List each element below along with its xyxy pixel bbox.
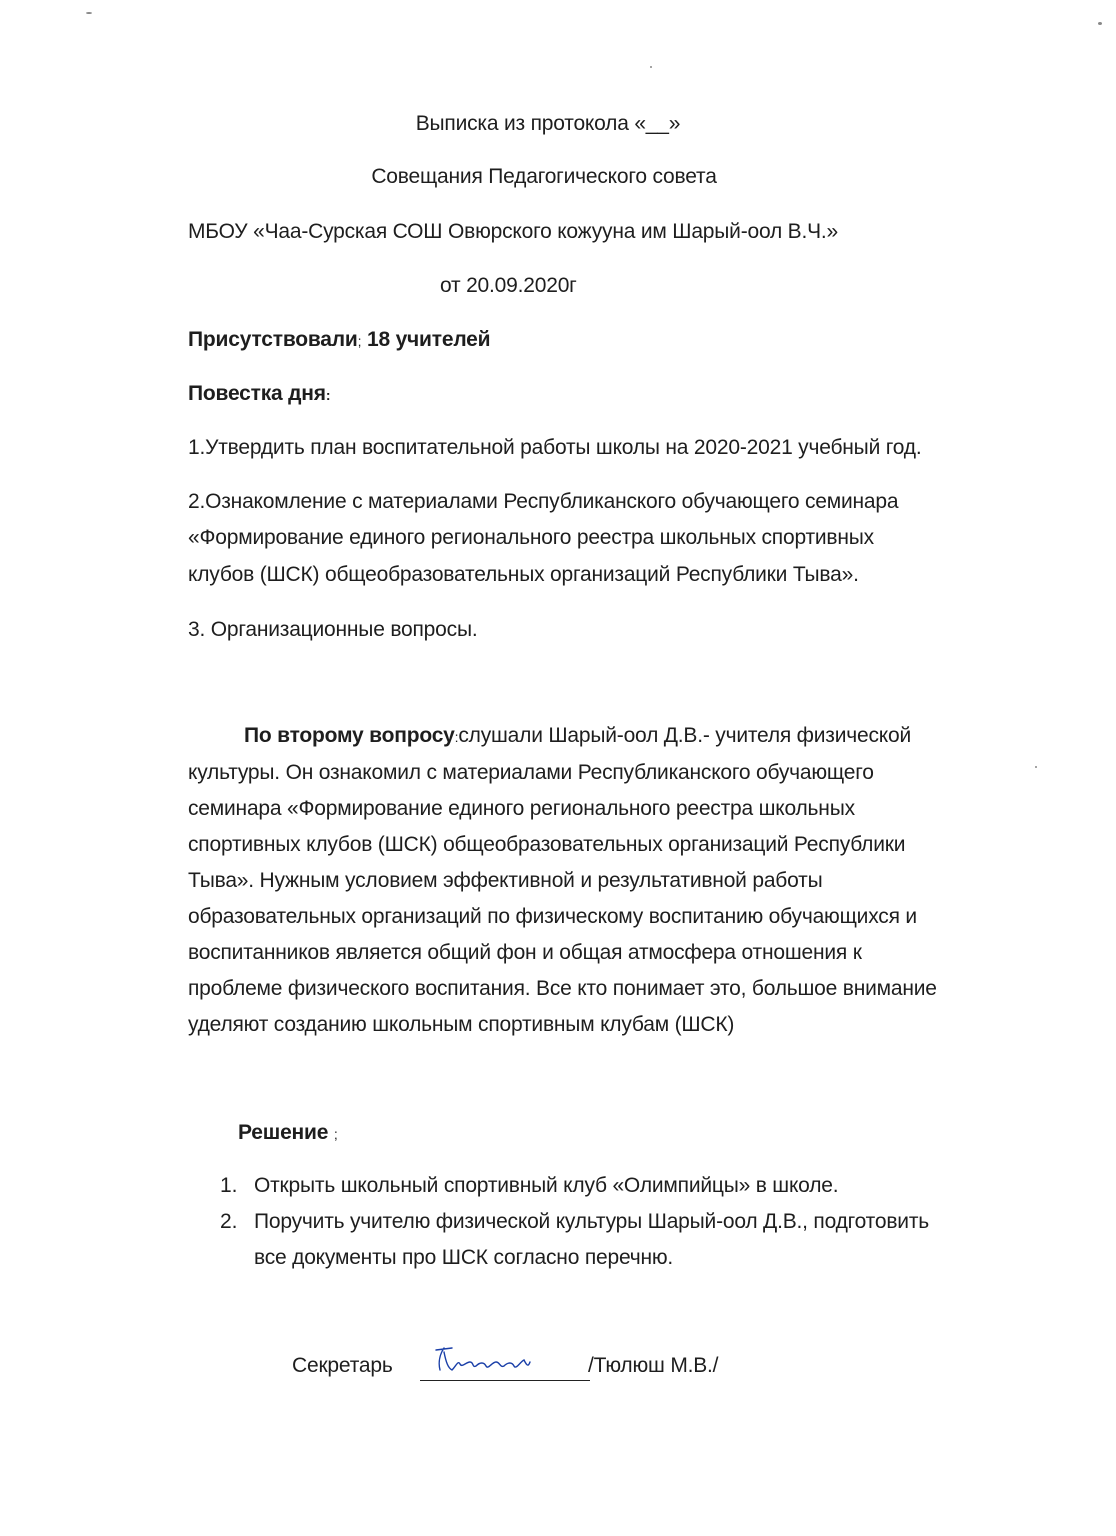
second-question-text: Тыва». Нужным условием эффективной и результативной работы [188, 869, 823, 892]
second-question-mark: : [454, 729, 459, 745]
decision-heading [238, 1121, 338, 1145]
handwritten-signature-icon [430, 1340, 540, 1378]
agenda-item-2-cont: «Формирование единого регионального реестра школьных спортивных [188, 526, 874, 549]
agenda-heading [188, 382, 330, 406]
signature-line [420, 1380, 590, 1381]
second-question-text: образовательных организаций по физическому воспитанию обучающихся и [188, 905, 917, 928]
second-question-text: семинара «Формирование единого регионального реестра школьных [188, 797, 855, 820]
scan-speck [650, 66, 652, 68]
school-name: МБОУ «Чаа-Сурская СОШ Овюрского кожууна им Шарый-оол В.Ч.» [188, 220, 839, 243]
agenda-item-3: 3. Организационные вопросы. [188, 618, 478, 641]
attendance [188, 328, 490, 352]
agenda-label: Повестка дня [188, 382, 326, 405]
second-question-text: уделяют созданию школьным спортивным клубам (ШСК) [188, 1013, 735, 1036]
scan-speck [1035, 766, 1037, 768]
agenda-item-1: 1.Утвердить план воспитательной работы школы на 2020-2021 учебный год. [188, 436, 922, 459]
attendance-label: Присутствовали [188, 328, 358, 351]
signature-role: Секретарь [292, 1354, 393, 1377]
agenda-mark: : [325, 387, 331, 403]
decision-item-2: Поручить учителю физической культуры Шарый-оол Д.В., подготовить [254, 1210, 929, 1233]
scan-speck [86, 12, 92, 14]
agenda-item-2: 2.Ознакомление с материалами Республиканского обучающего семинара [188, 490, 899, 513]
second-question-text: проблеме физического воспитания. Все кто понимает это, большое внимание [188, 977, 937, 1000]
decision-item-1: Открыть школьный спортивный клуб «Олимпийцы» в школе. [254, 1174, 839, 1197]
second-question-text: воспитанников является общий фон и общая атмосфера отношения к [188, 941, 862, 964]
secretary-name: /Тюлюш М.В./ [588, 1354, 719, 1377]
document-title: Выписка из протокола «__» [415, 112, 681, 135]
meeting-title: Совещания Педагогического совета [371, 165, 717, 188]
second-question-line [244, 724, 911, 748]
decision-item-number: 1. [220, 1174, 238, 1197]
decision-item-number: 2. [220, 1210, 238, 1233]
decision-mark: ; [333, 1126, 338, 1142]
meeting-date: от 20.09.2020г [440, 274, 577, 297]
attendance-mark: ; [357, 333, 362, 349]
second-question-text: слушали Шарый-оол Д.В.- учителя физической [458, 724, 912, 747]
second-question-text: культуры. Он ознакомил с материалами Республиканского обучающего [188, 761, 874, 784]
second-question-label: По второму вопросу [244, 724, 455, 747]
agenda-item-2-cont: клубов (ШСК) общеобразовательных организаций Республики Тыва». [188, 563, 859, 586]
second-question-text: спортивных клубов (ШСК) общеобразовательных организаций Республики [188, 833, 906, 856]
decision-item-2-cont: все документы про ШСК согласно перечню. [254, 1246, 674, 1269]
decision-label: Решение [238, 1121, 329, 1144]
scan-speck [1098, 22, 1102, 25]
attendance-value: 18 учителей [361, 328, 491, 351]
